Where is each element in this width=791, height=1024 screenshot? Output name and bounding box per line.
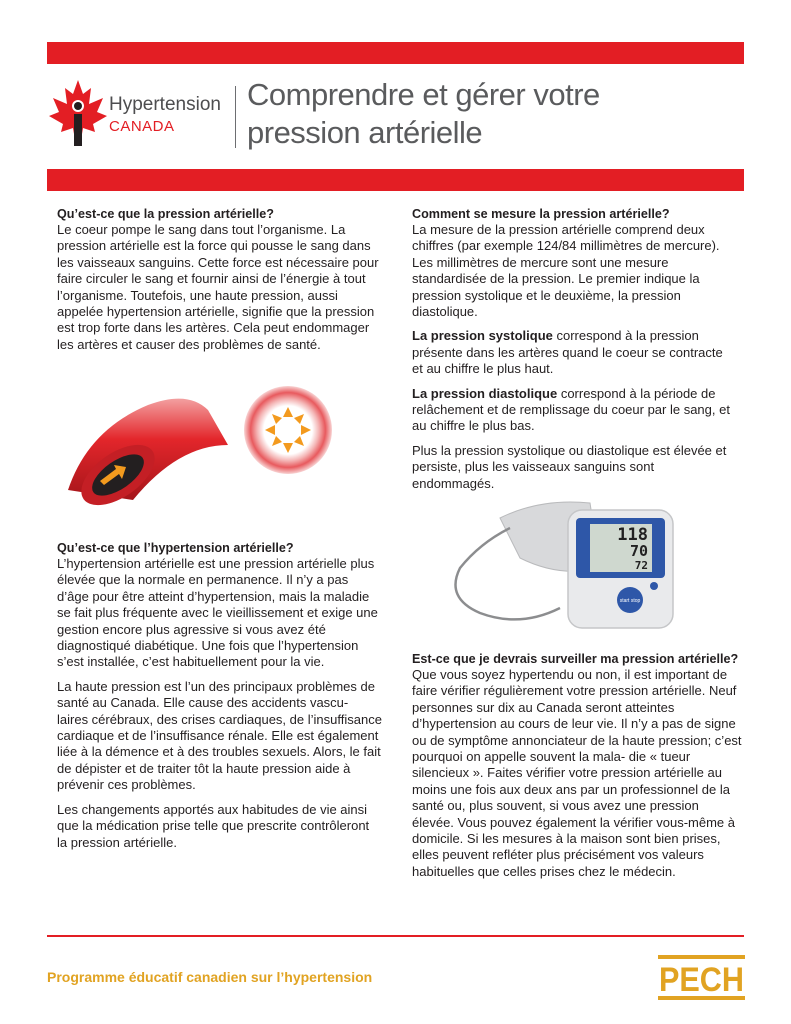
systolic-text: correspond à la pression présente dans les artères quand le coeur se contracte et au chiffre le plus haut. xyxy=(412,328,723,377)
footer-divider xyxy=(47,935,744,937)
q3-paragraph-4: Plus la pression systolique ou diastolique est élevée et persiste, plus les vaisseaux sanguins sont endommagés. xyxy=(412,442,727,491)
hypertension-canada-logo xyxy=(47,78,232,158)
artery-illustration xyxy=(58,385,383,510)
systolic-paragraph xyxy=(412,328,737,377)
diastolic-text: correspond à la période de relâchement et de remplissage du coeur par le sang, et au chiffre le plus bas. xyxy=(412,385,730,434)
left-column xyxy=(57,206,382,361)
q1-body: Le coeur pompe le sang dans tout l’organisme. La pression artérielle est la force qui pousse le sang dans les vaisseaux sanguins. Cette force est nécessaire pour faire circuler le sang et fournir ainsi de l’énergie à tout l’organisme. Toutefois, une haute pression, aussi appelée hypertension artérielle, signifie que la pression est trop forte dans les artères. Cela peut endommager les artères et causer des problèmes de santé. xyxy=(57,222,379,352)
q2-paragraph-2: La haute pression est l’un des principaux problèmes de santé au Canada. Elle cause des accidents vascu- laires cérébraux, des crises cardiaques, de l’insuffisance cardiaque et de l’insuffisance rénale. Elle est également liée à la démence et à des troubles sexuels. Alors, le fait de dépister et de traiter tôt la haute pression aide à prévenir ces problèmes. xyxy=(57,678,382,793)
start-stop-label: start stop xyxy=(619,598,641,604)
right-column xyxy=(412,206,737,500)
title-line1: Comprendre et gérer votre xyxy=(247,77,600,112)
logo-line1: Hypertension xyxy=(109,94,221,115)
blood-pressure-monitor-image xyxy=(440,488,680,636)
mid-red-band xyxy=(47,169,744,191)
q2-heading: Qu’est-ce que l’hypertension artérielle? xyxy=(57,541,294,555)
q2-paragraph-1: L’hypertension artérielle est une pression artérielle plus élevée que la normale en permanence. Il n’y a pas d’âge pour être atteint d’hypertension, mais la maladie se fait plus fréquente avec le vieillissement et exige une gestion encore plus agressive si vous avez été diagnostiqué diabétique. Une fois que l’hypertension s’est installée, c’est habituellement pour la vie. xyxy=(57,556,378,670)
diastolic-term: La pression diastolique xyxy=(412,385,558,401)
title-divider xyxy=(235,86,236,148)
top-red-band xyxy=(47,42,744,64)
q4-body: Que vous soyez hypertendu ou non, il est important de faire vérifier régulièrement votre pression artérielle. Neuf personnes sur dix au Canada seront atteintes d’hypertension au cours de leur vie. Il n’y a pas de signe ou de symptôme annonciateur de la haute pression; c’est pourquoi on appelle souvent la mala- die « tueur silencieux ». Faites vérifier votre pression artérielle au moins une fois aux deux ans par un professionnel de la santé ou, plus souvent, si vous avez une pression élevée. Vous pouvez également la vérifier vous-même à domicile. Si les mesures à la maison sont bien prises, elles peuvent refléter plus précisément vos valeurs habituelles que celles prises chez le médecin. xyxy=(412,667,742,879)
diastolic-paragraph xyxy=(412,386,737,435)
footer-program: Programme éducatif canadien sur l’hypertension xyxy=(47,969,373,985)
hypertension-section xyxy=(57,540,382,859)
logo-line2: CANADA xyxy=(109,118,175,135)
q3-heading: Comment se mesure la pression artérielle? xyxy=(412,207,670,221)
artery-cross-section xyxy=(244,386,332,474)
q3-paragraph-1: La mesure de la pression artérielle comprend deux chiffres (par exemple 124/84 millimètres de mercure). Les millimètres de mercure sont une mesure standardisée de la pression. Le premier indique la pression systolique et le deuxième, la pression diastolique. xyxy=(412,222,720,320)
q1-heading: Qu’est-ce que la pression artérielle? xyxy=(57,207,274,221)
display-systolic: 118 xyxy=(617,525,648,545)
display-pulse: 72 xyxy=(634,559,648,572)
page-title xyxy=(247,76,600,152)
monitoring-section xyxy=(412,651,742,888)
title-line2: pression artérielle xyxy=(247,115,483,150)
q2-paragraph-3: Les changements apportés aux habitudes de vie ainsi que la médication prise telle que prescrite contrôleront la pression artérielle. xyxy=(57,801,370,850)
maple-leaf-icon xyxy=(47,78,109,158)
pech-logo xyxy=(658,955,745,1000)
q4-heading: Est-ce que je devrais surveiller ma pression artérielle? xyxy=(412,652,739,666)
pech-text: PECH xyxy=(659,961,744,999)
small-button xyxy=(650,582,658,590)
systolic-term: La pression systolique xyxy=(412,328,553,344)
display-diastolic: 70 xyxy=(629,542,648,560)
